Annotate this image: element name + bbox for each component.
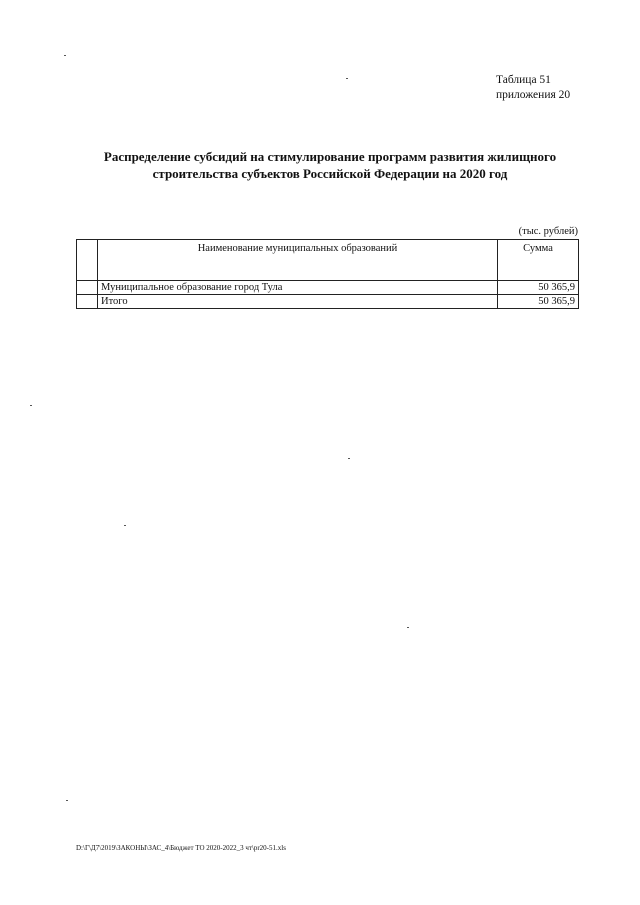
index-cell bbox=[77, 281, 98, 295]
row-name: Итого bbox=[98, 295, 498, 309]
header-sum: Сумма bbox=[498, 240, 579, 281]
scan-speck bbox=[124, 525, 126, 526]
scan-speck bbox=[346, 78, 348, 79]
scan-speck bbox=[66, 800, 68, 801]
table-number: Таблица 51 bbox=[496, 74, 551, 86]
unit-label: (тыс. рублей) bbox=[518, 226, 578, 237]
table-row bbox=[77, 281, 579, 295]
row-sum: 50 365,9 bbox=[498, 281, 579, 295]
table-row-total bbox=[77, 295, 579, 309]
document-title bbox=[80, 148, 580, 182]
title-line-1: Распределение субсидий на стимулирование программ развития жилищного bbox=[103, 149, 557, 164]
subsidy-table bbox=[76, 239, 579, 309]
scan-speck bbox=[64, 55, 66, 56]
table-reference bbox=[496, 73, 570, 103]
scan-speck bbox=[348, 458, 350, 459]
row-sum: 50 365,9 bbox=[498, 295, 579, 309]
table-header-row bbox=[77, 240, 579, 281]
header-name: Наименование муниципальных образований bbox=[98, 240, 498, 281]
index-cell bbox=[77, 240, 98, 281]
file-path-footer: D:\Г\Д7\2019\ЗАКОНЫ\ЗАС_4\Бюджет ТО 2020-2022_3 чт\pr20-51.xls bbox=[76, 844, 286, 852]
title-line-2: строительства субъектов Российской Федерации на 2020 год bbox=[152, 166, 508, 181]
appendix-number: приложения 20 bbox=[496, 89, 571, 101]
scan-speck bbox=[407, 627, 409, 628]
row-name: Муниципальное образование город Тула bbox=[98, 281, 498, 295]
scan-speck bbox=[30, 405, 32, 406]
index-cell bbox=[77, 295, 98, 309]
